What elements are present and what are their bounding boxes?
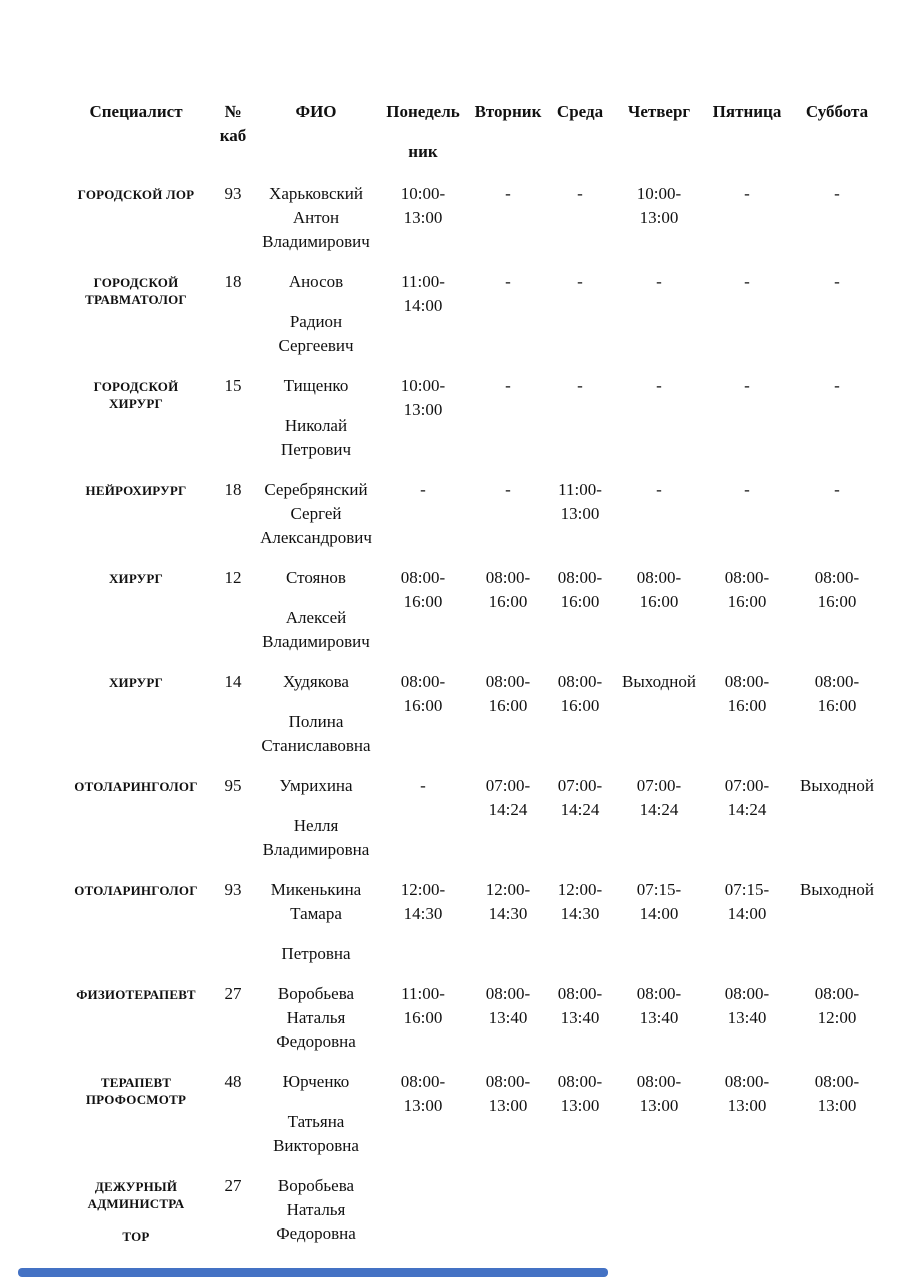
time-range-line: 08:00- xyxy=(485,568,531,587)
day-schedule-cell xyxy=(376,1174,470,1246)
no-schedule-dash: - xyxy=(505,480,511,499)
doctor-fio-line: Алексей xyxy=(285,608,347,627)
horizontal-scrollbar-thumb[interactable] xyxy=(18,1268,608,1277)
day-schedule-cell xyxy=(704,270,790,358)
time-range-line: 14:30 xyxy=(403,904,443,923)
time-range-line: 08:00- xyxy=(485,1072,531,1091)
doctor-fio-line: Николай xyxy=(284,416,348,435)
specialist-cell xyxy=(62,182,210,254)
table-body xyxy=(62,182,884,1246)
time-range-line: 08:00- xyxy=(485,672,531,691)
time-range-line: 10:00- xyxy=(636,184,682,203)
doctor-fio-line: Радион xyxy=(289,312,343,331)
day-schedule-cell xyxy=(470,878,546,966)
column-header-line: ник xyxy=(408,142,438,161)
time-range-line: 14:30 xyxy=(488,904,528,923)
specialist-name-line: ДЕЖУРНЫЙ xyxy=(94,1179,178,1194)
specialist-name-line: ОТОЛАРИНГОЛОГ xyxy=(74,779,198,794)
time-range-line: 14:00 xyxy=(639,904,679,923)
day-schedule-cell xyxy=(376,670,470,758)
doctor-fio-line: Стоянов xyxy=(286,568,346,587)
time-range-line: 08:00- xyxy=(814,672,860,691)
time-range-line: 08:00- xyxy=(400,672,446,691)
doctor-fio-line: Микенькина xyxy=(270,880,362,899)
day-schedule-cell xyxy=(376,566,470,654)
specialist-name-line: ХИРУРГ xyxy=(108,675,164,690)
doctor-fio-line: Владимирович xyxy=(262,232,370,251)
time-range-line: 08:00- xyxy=(814,984,860,1003)
day-schedule-cell xyxy=(546,270,614,358)
specialist-cell xyxy=(62,478,210,550)
time-range-line: 13:00 xyxy=(639,208,679,227)
time-range-line: 14:30 xyxy=(560,904,600,923)
day-schedule-cell xyxy=(704,566,790,654)
day-schedule-cell xyxy=(704,878,790,966)
line-gap xyxy=(256,294,376,310)
time-range-line: 13:00 xyxy=(727,1096,767,1115)
line-gap xyxy=(256,398,376,414)
doctor-fio-line: Станиславовна xyxy=(261,736,371,755)
no-schedule-dash: - xyxy=(744,480,750,499)
day-schedule-cell xyxy=(470,270,546,358)
day-schedule-cell xyxy=(704,982,790,1054)
column-header-line: Специалист xyxy=(89,102,183,121)
doctor-fio-line: Юрченко xyxy=(282,1072,350,1091)
room-number-cell: 27 xyxy=(224,984,242,1003)
day-schedule-cell xyxy=(704,374,790,462)
day-off-label: Выходной xyxy=(800,776,874,795)
no-schedule-dash: - xyxy=(420,776,426,795)
no-schedule-dash: - xyxy=(744,272,750,291)
specialist-name-line: ХИРУРГ xyxy=(108,396,164,411)
day-schedule-cell xyxy=(470,182,546,254)
specialist-name-line: НЕЙРОХИРУРГ xyxy=(85,483,187,498)
time-range-line: 16:00 xyxy=(403,696,443,715)
line-gap xyxy=(256,798,376,814)
no-schedule-dash: - xyxy=(834,272,840,291)
day-schedule-cell xyxy=(614,478,704,550)
doctor-fio-line: Воробьева xyxy=(277,984,355,1003)
day-schedule-cell xyxy=(376,374,470,462)
no-schedule-dash: - xyxy=(577,376,583,395)
time-range-line: 08:00- xyxy=(557,1072,603,1091)
no-schedule-dash: - xyxy=(505,272,511,291)
room-number-cell: 27 xyxy=(224,1176,242,1195)
day-schedule-cell xyxy=(376,878,470,966)
time-range-line: 07:00- xyxy=(724,776,770,795)
day-schedule-cell xyxy=(470,1174,546,1246)
day-schedule-cell xyxy=(704,1070,790,1158)
time-range-line: 14:24 xyxy=(639,800,679,819)
column-header-line: Вторник xyxy=(474,102,542,121)
no-schedule-dash: - xyxy=(656,480,662,499)
doctor-fio-cell xyxy=(256,1070,376,1158)
time-range-line: 08:00- xyxy=(557,984,603,1003)
doctor-fio-cell xyxy=(256,478,376,550)
time-range-line: 16:00 xyxy=(639,592,679,611)
specialist-name-line: ГОРОДСКОЙ xyxy=(93,275,179,290)
specialist-name-line: ПРОФОСМОТР xyxy=(85,1092,187,1107)
day-schedule-cell xyxy=(376,270,470,358)
time-range-line: 08:00- xyxy=(724,1072,770,1091)
time-range-line: 07:00- xyxy=(485,776,531,795)
day-schedule-cell xyxy=(614,774,704,862)
time-range-line: 13:40 xyxy=(727,1008,767,1027)
doctor-fio-line: Антон xyxy=(292,208,340,227)
doctor-fio-cell xyxy=(256,566,376,654)
line-gap xyxy=(256,694,376,710)
day-schedule-cell xyxy=(790,182,884,254)
time-range-line: 08:00- xyxy=(724,984,770,1003)
column-header-line: Среда xyxy=(556,102,604,121)
day-schedule-cell xyxy=(546,1174,614,1246)
no-schedule-dash: - xyxy=(834,480,840,499)
table-row xyxy=(62,374,884,462)
time-range-line: 08:00- xyxy=(814,1072,860,1091)
table-row xyxy=(62,774,884,862)
specialist-name-line: ТЕРАПЕВТ xyxy=(100,1075,172,1090)
table-row xyxy=(62,982,884,1054)
time-range-line: 16:00 xyxy=(727,696,767,715)
day-schedule-cell xyxy=(704,1174,790,1246)
day-schedule-cell xyxy=(614,374,704,462)
column-header-line: Пятница xyxy=(712,102,782,121)
specialist-cell xyxy=(62,1070,210,1158)
time-range-line: 08:00- xyxy=(814,568,860,587)
specialist-cell xyxy=(62,270,210,358)
doctor-fio-line: Сергей xyxy=(290,504,342,523)
doctor-fio-line: Федоровна xyxy=(276,1224,356,1243)
line-gap xyxy=(376,124,470,140)
column-header-friday xyxy=(704,100,790,164)
doctor-fio-cell xyxy=(256,774,376,862)
specialist-name-line: ОТОЛАРИНГОЛОГ xyxy=(74,883,198,898)
day-schedule-cell xyxy=(790,982,884,1054)
room-number-cell: 18 xyxy=(224,272,242,291)
table-row xyxy=(62,878,884,966)
room-number-cell: 12 xyxy=(224,568,242,587)
day-schedule-cell xyxy=(614,1174,704,1246)
no-schedule-dash: - xyxy=(577,272,583,291)
time-range-line: 14:00 xyxy=(727,904,767,923)
table-row xyxy=(62,566,884,654)
column-header-line: ФИО xyxy=(295,102,337,121)
day-schedule-cell xyxy=(376,774,470,862)
time-range-line: 08:00- xyxy=(636,984,682,1003)
line-gap xyxy=(62,1212,210,1228)
specialist-name-line: ХИРУРГ xyxy=(108,571,164,586)
time-range-line: 08:00- xyxy=(636,1072,682,1091)
time-range-line: 16:00 xyxy=(727,592,767,611)
day-schedule-cell xyxy=(546,1070,614,1158)
table-row xyxy=(62,478,884,550)
day-schedule-cell xyxy=(376,478,470,550)
day-off-label: Выходной xyxy=(622,672,696,691)
day-schedule-cell xyxy=(546,774,614,862)
day-schedule-cell xyxy=(376,182,470,254)
table-row xyxy=(62,1174,884,1246)
doctor-fio-line: Серебрянский xyxy=(264,480,368,499)
day-schedule-cell xyxy=(790,1174,884,1246)
doctor-fio-line: Петровна xyxy=(281,944,351,963)
room-number-cell: 95 xyxy=(224,776,242,795)
line-gap xyxy=(256,1094,376,1110)
column-header-thursday xyxy=(614,100,704,164)
no-schedule-dash: - xyxy=(834,376,840,395)
room-number-cell: 93 xyxy=(224,184,242,203)
day-schedule-cell xyxy=(790,670,884,758)
doctor-fio-line: Наталья xyxy=(286,1200,346,1219)
day-schedule-cell xyxy=(704,774,790,862)
no-schedule-dash: - xyxy=(505,184,511,203)
day-schedule-cell xyxy=(790,270,884,358)
time-range-line: 11:00- xyxy=(558,480,602,499)
time-range-line: 11:00- xyxy=(401,272,445,291)
specialist-cell xyxy=(62,374,210,462)
doctor-fio-cell xyxy=(256,982,376,1054)
time-range-line: 12:00- xyxy=(557,880,603,899)
time-range-line: 16:00 xyxy=(488,696,528,715)
time-range-line: 13:00 xyxy=(403,1096,443,1115)
time-range-line: 11:00- xyxy=(401,984,445,1003)
doctor-fio-line: Умрихина xyxy=(279,776,353,795)
specialist-name-line: ГОРОДСКОЙ ЛОР xyxy=(77,187,195,202)
time-range-line: 16:00 xyxy=(560,592,600,611)
doctor-fio-line: Петрович xyxy=(280,440,352,459)
table-row xyxy=(62,670,884,758)
time-range-line: 13:00 xyxy=(560,1096,600,1115)
doctor-fio-cell xyxy=(256,670,376,758)
day-schedule-cell xyxy=(790,774,884,862)
time-range-line: 08:00- xyxy=(636,568,682,587)
time-range-line: 16:00 xyxy=(560,696,600,715)
day-schedule-cell xyxy=(614,670,704,758)
doctor-fio-cell xyxy=(256,374,376,462)
time-range-line: 13:00 xyxy=(403,208,443,227)
doctor-fio-line: Владимировна xyxy=(262,840,370,859)
time-range-line: 08:00- xyxy=(485,984,531,1003)
day-schedule-cell xyxy=(614,982,704,1054)
specialist-name-line: АДМИНИСТРА xyxy=(87,1196,185,1211)
day-schedule-cell xyxy=(546,478,614,550)
time-range-line: 07:15- xyxy=(724,880,770,899)
doctor-fio-line: Владимирович xyxy=(262,632,370,651)
time-range-line: 10:00- xyxy=(400,184,446,203)
no-schedule-dash: - xyxy=(656,272,662,291)
day-schedule-cell xyxy=(614,270,704,358)
day-schedule-cell xyxy=(704,182,790,254)
no-schedule-dash: - xyxy=(420,480,426,499)
time-range-line: 12:00 xyxy=(817,1008,857,1027)
day-schedule-cell xyxy=(546,182,614,254)
time-range-line: 16:00 xyxy=(403,592,443,611)
no-schedule-dash: - xyxy=(577,184,583,203)
time-range-line: 13:00 xyxy=(817,1096,857,1115)
time-range-line: 08:00- xyxy=(400,568,446,587)
column-header-wednesday xyxy=(546,100,614,164)
day-schedule-cell xyxy=(470,478,546,550)
time-range-line: 07:00- xyxy=(636,776,682,795)
line-gap xyxy=(256,590,376,606)
day-schedule-cell xyxy=(614,566,704,654)
time-range-line: 16:00 xyxy=(817,696,857,715)
day-schedule-cell xyxy=(614,878,704,966)
column-header-monday xyxy=(376,100,470,164)
day-schedule-cell xyxy=(470,566,546,654)
day-schedule-cell xyxy=(790,566,884,654)
day-schedule-cell xyxy=(546,878,614,966)
column-header-room xyxy=(210,100,256,164)
doctor-fio-cell xyxy=(256,878,376,966)
doctor-fio-cell xyxy=(256,1174,376,1246)
time-range-line: 13:40 xyxy=(488,1008,528,1027)
time-range-line: 07:15- xyxy=(636,880,682,899)
time-range-line: 16:00 xyxy=(403,1008,443,1027)
no-schedule-dash: - xyxy=(656,376,662,395)
time-range-line: 14:00 xyxy=(403,296,443,315)
doctor-fio-line: Воробьева xyxy=(277,1176,355,1195)
column-header-line: № xyxy=(224,102,242,121)
time-range-line: 08:00- xyxy=(557,568,603,587)
time-range-line: 08:00- xyxy=(724,568,770,587)
no-schedule-dash: - xyxy=(834,184,840,203)
day-schedule-cell xyxy=(470,374,546,462)
day-schedule-cell xyxy=(614,182,704,254)
specialist-name-line: ФИЗИОТЕРАПЕВТ xyxy=(76,987,196,1002)
time-range-line: 13:00 xyxy=(639,1096,679,1115)
specialist-cell xyxy=(62,566,210,654)
day-schedule-cell xyxy=(614,1070,704,1158)
specialist-cell xyxy=(62,982,210,1054)
column-header-saturday xyxy=(790,100,884,164)
column-header-line: Понедель xyxy=(386,102,460,121)
room-number-cell: 18 xyxy=(224,480,242,499)
time-range-line: 12:00- xyxy=(485,880,531,899)
time-range-line: 12:00- xyxy=(400,880,446,899)
day-schedule-cell xyxy=(470,670,546,758)
time-range-line: 07:00- xyxy=(557,776,603,795)
room-number-cell: 93 xyxy=(224,880,242,899)
day-schedule-cell xyxy=(790,878,884,966)
time-range-line: 08:00- xyxy=(400,1072,446,1091)
doctor-fio-line: Тамара xyxy=(290,904,342,923)
room-number-cell: 48 xyxy=(224,1072,242,1091)
day-schedule-cell xyxy=(546,982,614,1054)
time-range-line: 16:00 xyxy=(488,592,528,611)
table-row xyxy=(62,182,884,254)
day-schedule-cell xyxy=(704,478,790,550)
day-schedule-cell xyxy=(470,774,546,862)
day-schedule-cell xyxy=(546,566,614,654)
time-range-line: 14:24 xyxy=(727,800,767,819)
doctor-fio-line: Федоровна xyxy=(276,1032,356,1051)
day-schedule-cell xyxy=(790,374,884,462)
doctor-fio-line: Викторовна xyxy=(273,1136,359,1155)
specialist-name-line: ТРАВМАТОЛОГ xyxy=(85,292,187,307)
specialist-cell xyxy=(62,774,210,862)
day-schedule-cell xyxy=(546,374,614,462)
time-range-line: 14:24 xyxy=(488,800,528,819)
day-schedule-cell xyxy=(376,1070,470,1158)
specialist-name-line: ТОР xyxy=(122,1229,150,1244)
no-schedule-dash: - xyxy=(744,184,750,203)
doctor-fio-line: Татьяна xyxy=(287,1112,345,1131)
doctor-fio-cell xyxy=(256,270,376,358)
time-range-line: 13:00 xyxy=(560,504,600,523)
doctor-fio-line: Сергеевич xyxy=(278,336,354,355)
column-header-line: каб xyxy=(219,126,247,145)
doctor-fio-line: Полина xyxy=(288,712,344,731)
doctor-fio-line: Наталья xyxy=(286,1008,346,1027)
time-range-line: 13:40 xyxy=(639,1008,679,1027)
doctor-fio-line: Тищенко xyxy=(283,376,349,395)
no-schedule-dash: - xyxy=(505,376,511,395)
table-row xyxy=(62,1070,884,1158)
day-off-label: Выходной xyxy=(800,880,874,899)
doctor-fio-cell xyxy=(256,182,376,254)
column-header-line: Суббота xyxy=(805,102,869,121)
day-schedule-cell xyxy=(704,670,790,758)
specialist-cell xyxy=(62,1174,210,1246)
column-header-tuesday xyxy=(470,100,546,164)
day-schedule-cell xyxy=(470,982,546,1054)
day-schedule-cell xyxy=(376,982,470,1054)
time-range-line: 13:00 xyxy=(403,400,443,419)
time-range-line: 13:40 xyxy=(560,1008,600,1027)
line-gap xyxy=(256,926,376,942)
time-range-line: 13:00 xyxy=(488,1096,528,1115)
table-header-row xyxy=(62,100,884,164)
time-range-line: 08:00- xyxy=(557,672,603,691)
no-schedule-dash: - xyxy=(744,376,750,395)
day-schedule-cell xyxy=(790,1070,884,1158)
doctor-fio-line: Нелля xyxy=(293,816,339,835)
column-header-fio xyxy=(256,100,376,164)
schedule-table xyxy=(62,100,884,1262)
room-number-cell: 14 xyxy=(224,672,242,691)
time-range-line: 14:24 xyxy=(560,800,600,819)
specialist-name-line: ГОРОДСКОЙ xyxy=(93,379,179,394)
day-schedule-cell xyxy=(470,1070,546,1158)
time-range-line: 10:00- xyxy=(400,376,446,395)
doctor-fio-line: Худякова xyxy=(283,672,349,691)
specialist-cell xyxy=(62,670,210,758)
table-row xyxy=(62,270,884,358)
column-header-line: Четверг xyxy=(627,102,691,121)
doctor-fio-line: Аносов xyxy=(288,272,344,291)
doctor-fio-line: Александрович xyxy=(260,528,372,547)
day-schedule-cell xyxy=(790,478,884,550)
column-header-specialist xyxy=(62,100,210,164)
day-schedule-cell xyxy=(546,670,614,758)
doctor-fio-line: Харьковский xyxy=(269,184,363,203)
time-range-line: 08:00- xyxy=(724,672,770,691)
specialist-cell xyxy=(62,878,210,966)
time-range-line: 16:00 xyxy=(817,592,857,611)
room-number-cell: 15 xyxy=(224,376,242,395)
